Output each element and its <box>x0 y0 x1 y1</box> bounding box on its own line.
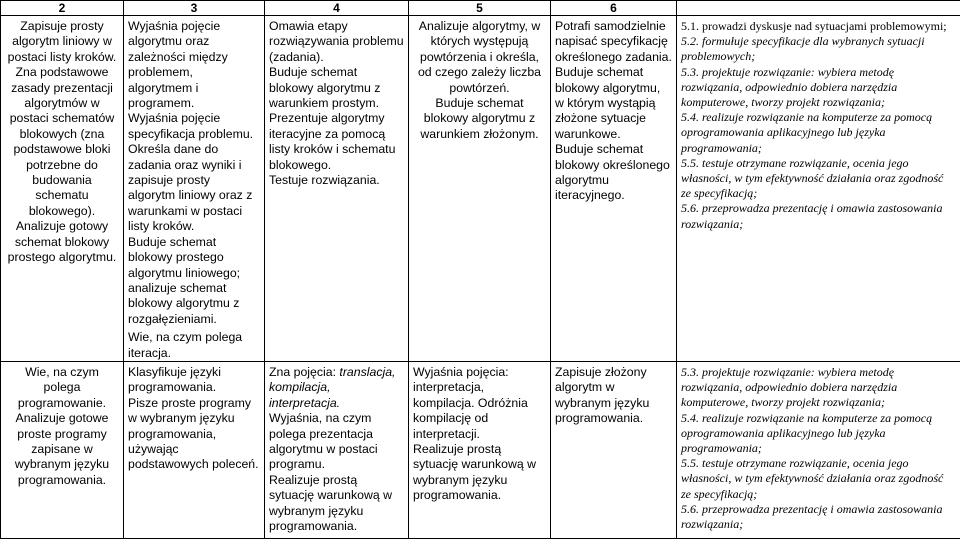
cell-text: Wie, na czym polega programowanie. <box>17 364 107 410</box>
cell-grade-4 <box>265 361 409 538</box>
cell-text: Buduje schemat blokowy algorytmu z warunkiem złożonym. <box>420 96 539 141</box>
cell-text: Klasyfikuje języki programowania. <box>128 364 221 395</box>
column-header-3: 3 <box>124 1 265 16</box>
cell-text: Buduje schemat blokowy algorytmu z warunkiem prostym. <box>269 65 381 111</box>
cell-text: 5.6. przeprowadza prezentację i omawia zastosowania rozwiązania; <box>681 201 943 231</box>
cell-text: Pisze proste programy w wybranym języku programowania, używając podstawowych poleceń. <box>128 395 259 472</box>
cell-text: 5.4. realizuje rozwiązanie na komputerze za pomocą oprogramowania aplikacyjnego lub języka programowania; <box>681 110 933 155</box>
cell-grade-5 <box>409 16 551 362</box>
cell-text: 5.4. realizuje rozwiązanie na komputerze za pomocą oprogramowania aplikacyjnego lub języka programowania; <box>681 410 933 455</box>
cell-text: Zna podstawowe zasady prezentacji algorytmów w postaci schematów blokowych (zna podstawowe bloki potrzebne do budowania schematu blokowego). <box>9 65 115 218</box>
column-header-4: 4 <box>265 1 409 16</box>
cell-grade-6 <box>551 361 677 538</box>
cell-text: Zapisuje złożony algorytm w wybranym języku programowania. <box>555 364 650 426</box>
cell-curriculum <box>677 16 960 362</box>
column-header-2: 2 <box>1 1 124 16</box>
column-header-6: 6 <box>551 1 677 16</box>
cell-text: 5.3. projektuje rozwiązanie: wybiera metodę rozwiązania, odpowiednio dobiera narzędzia komputerowe, tworzy projekt rozwiązania; <box>681 364 898 410</box>
cell-text: Określa dane do zadania oraz wyniki i zapisuje prosty algorytm liniowy oraz z warunkami w postaci listy kroków. <box>128 142 253 234</box>
cell-text: Buduje schemat blokowy prostego algorytmu liniowego; analizuje schemat blokowy algorytmu z rozgałęzieniami. <box>128 234 241 326</box>
cell-text: Zapisuje prosty algorytm liniowy w postaci listy kroków. <box>7 19 117 64</box>
cell-text: Wyjaśnia pojęcie specyfikacja problemu. <box>128 111 254 141</box>
cell-text: Analizuje gotowy schemat blokowy prostego algorytmu. <box>7 219 117 265</box>
cell-term: translacja, kompilacja, interpretacja. <box>269 364 396 410</box>
cell-text: Buduje schemat blokowy określonego algorytmu iteracyjnego. <box>555 142 670 203</box>
cell-text: Wie, na czym polega iteracja. <box>128 330 243 360</box>
cell-text: 5.5. testuje otrzymane rozwiązanie, ocenia jego własności, w tym efektywność działania oraz zgodność ze specyfikacją; <box>681 155 944 201</box>
cell-text: Testuje rozwiązania. <box>269 173 380 188</box>
cell-text: 5.2. formułuje specyfikacje dla wybranych sytuacji problemowych; <box>681 34 925 64</box>
cell-text: Wyjaśnia pojęcie algorytmu oraz zależności między problemem, algorytmem i programem. <box>128 19 228 111</box>
cell-grade-3 <box>124 361 265 538</box>
cell-text: 5.5. testuje otrzymane rozwiązanie, ocenia jego własności, w tym efektywność działania oraz zgodność ze specyfikacją; <box>681 456 944 501</box>
cell-text: Potrafi samodzielnie napisać specyfikację określonego zadania. <box>555 19 672 64</box>
cell-text: Omawia etapy rozwiązywania problemu (zadania). <box>269 19 404 64</box>
table-row <box>1 16 960 362</box>
cell-text: 5.6. przeprowadza prezentację i omawia zastosowania rozwiązania; <box>681 501 943 531</box>
cell-curriculum <box>677 361 960 538</box>
column-header-5: 5 <box>409 1 551 16</box>
cell-text: Wyjaśnia pojęcia: interpretacja, kompilacja. Odróżnia kompilację od interpretacji. <box>413 364 528 441</box>
cell-text: Analizuje algorytmy, w których występują powtórzenia i określa, od czego zależy liczba powtórzeń. <box>417 19 542 95</box>
cell-grade-2 <box>1 361 124 538</box>
cell-grade-3 <box>124 16 265 362</box>
cell-text: Realizuje prostą sytuację warunkową w wybranym języku programowania. <box>269 472 393 533</box>
cell-text: 5.3. projektuje rozwiązanie: wybiera metodę rozwiązania, odpowiednio dobiera narzędzia komputerowe, tworzy projekt rozwiązania; <box>681 64 898 110</box>
cell-grade-6 <box>551 16 677 362</box>
column-header-blank <box>677 1 960 16</box>
cell-text: Prezentuje algorytmy iteracyjne za pomocą listy kroków i schematu blokowego. <box>269 111 396 172</box>
cell-text: Wyjaśnia, na czym polega prezentacja algorytmu w postaci programu. <box>269 411 378 472</box>
header-row <box>1 1 960 16</box>
table-row <box>1 361 960 538</box>
cell-text: Buduje schemat blokowy algorytmu, w którym wystąpią złożone sytuacje warunkowe. <box>555 65 661 141</box>
cell-grade-4 <box>265 16 409 362</box>
cell-grade-5 <box>409 361 551 538</box>
cell-text: Zna pojęcia: translacja, kompilacja, interpretacja. <box>269 364 396 410</box>
cell-grade-2 <box>1 16 124 362</box>
cell-text: 5.1. prowadzi dyskusje nad sytuacjami problemowymi; <box>681 19 947 33</box>
cell-text: Analizuje gotowe proste programy zapisane w wybranym języku programowania. <box>14 411 110 487</box>
cell-text: Realizuje prostą sytuację warunkową w wybranym języku programowania. <box>413 441 537 503</box>
